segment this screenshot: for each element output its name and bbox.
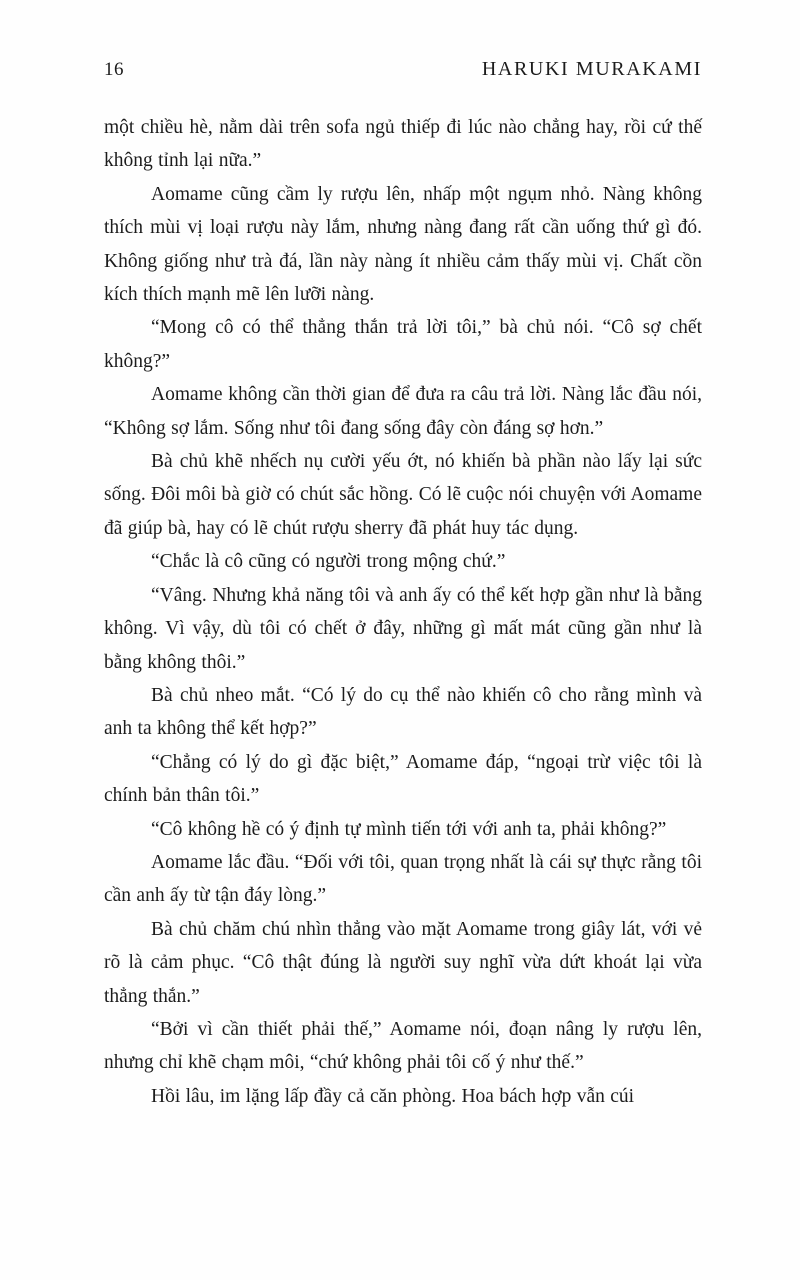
running-header: [104, 58, 702, 81]
running-head-author: HARUKI MURAKAMI: [481, 58, 702, 80]
paragraph: Bà chủ nheo mắt. “Có lý do cụ thể nào khiến cô cho rằng mình và anh ta không thể kết hợp?”: [104, 684, 702, 740]
paragraph: “Chắc là cô cũng có người trong mộng chứ.”: [151, 551, 506, 573]
page-body: [104, 111, 702, 1113]
paragraph: “Mong cô có thể thẳng thắn trả lời tôi,” bà chủ nói. “Cô sợ chết không?”: [104, 317, 702, 372]
paragraph: Bà chủ chăm chú nhìn thẳng vào mặt Aomame trong giây lát, với vẻ rõ là cảm phục. “Cô thật đúng là người suy nghĩ vừa dứt khoát lại vừa thẳng thắn.”: [104, 918, 702, 1007]
paragraph: “Chẳng có lý do gì đặc biệt,” Aomame đáp, “ngoại trừ việc tôi là chính bản thân tôi.”: [104, 751, 702, 807]
page-number: 16: [104, 59, 124, 80]
paragraph: Hồi lâu, im lặng lấp đầy cả căn phòng. Hoa bách hợp vẫn cúi: [151, 1085, 635, 1107]
paragraph: một chiều hè, nằm dài trên sofa ngủ thiếp đi lúc nào chẳng hay, rồi cứ thế không tỉnh lại nữa.”: [104, 117, 702, 172]
paragraph: “Cô không hề có ý định tự mình tiến tới với anh ta, phải không?”: [151, 818, 667, 840]
paragraph: “Vâng. Nhưng khả năng tôi và anh ấy có thể kết hợp gần như là bằng không. Vì vậy, dù tôi có chết ở đây, những gì mất mát cũng gần như là bằng không thôi.”: [104, 584, 702, 673]
paragraph: “Bởi vì cần thiết phải thế,” Aomame nói, đoạn nâng ly rượu lên, nhưng chỉ khẽ chạm môi, “chứ không phải tôi cố ý như thế.”: [104, 1018, 702, 1074]
paragraph: Aomame lắc đầu. “Đối với tôi, quan trọng nhất là cái sự thực rằng tôi cần anh ấy từ tận đáy lòng.”: [104, 851, 702, 907]
paragraph: Aomame cũng cầm ly rượu lên, nhấp một ngụm nhỏ. Nàng không thích mùi vị loại rượu này lắm, nhưng nàng đang rất cần uống thứ gì đó. Không giống như trà đá, lần này nàng ít nhiều cảm thấy mùi vị. Chất cồn kích thích mạnh mẽ lên lưỡi nàng.: [104, 183, 702, 306]
paragraph: Bà chủ khẽ nhếch nụ cười yếu ớt, nó khiến bà phần nào lấy lại sức sống. Đôi môi bà giờ có chút sắc hồng. Có lẽ cuộc nói chuyện với Aomame đã giúp bà, hay có lẽ chút rượu sherry đã phát huy tác dụng.: [104, 451, 702, 539]
paragraph: Aomame không cần thời gian để đưa ra câu trả lời. Nàng lắc đầu nói, “Không sợ lắm. Sống như tôi đang sống đây còn đáng sợ hơn.”: [104, 384, 702, 439]
